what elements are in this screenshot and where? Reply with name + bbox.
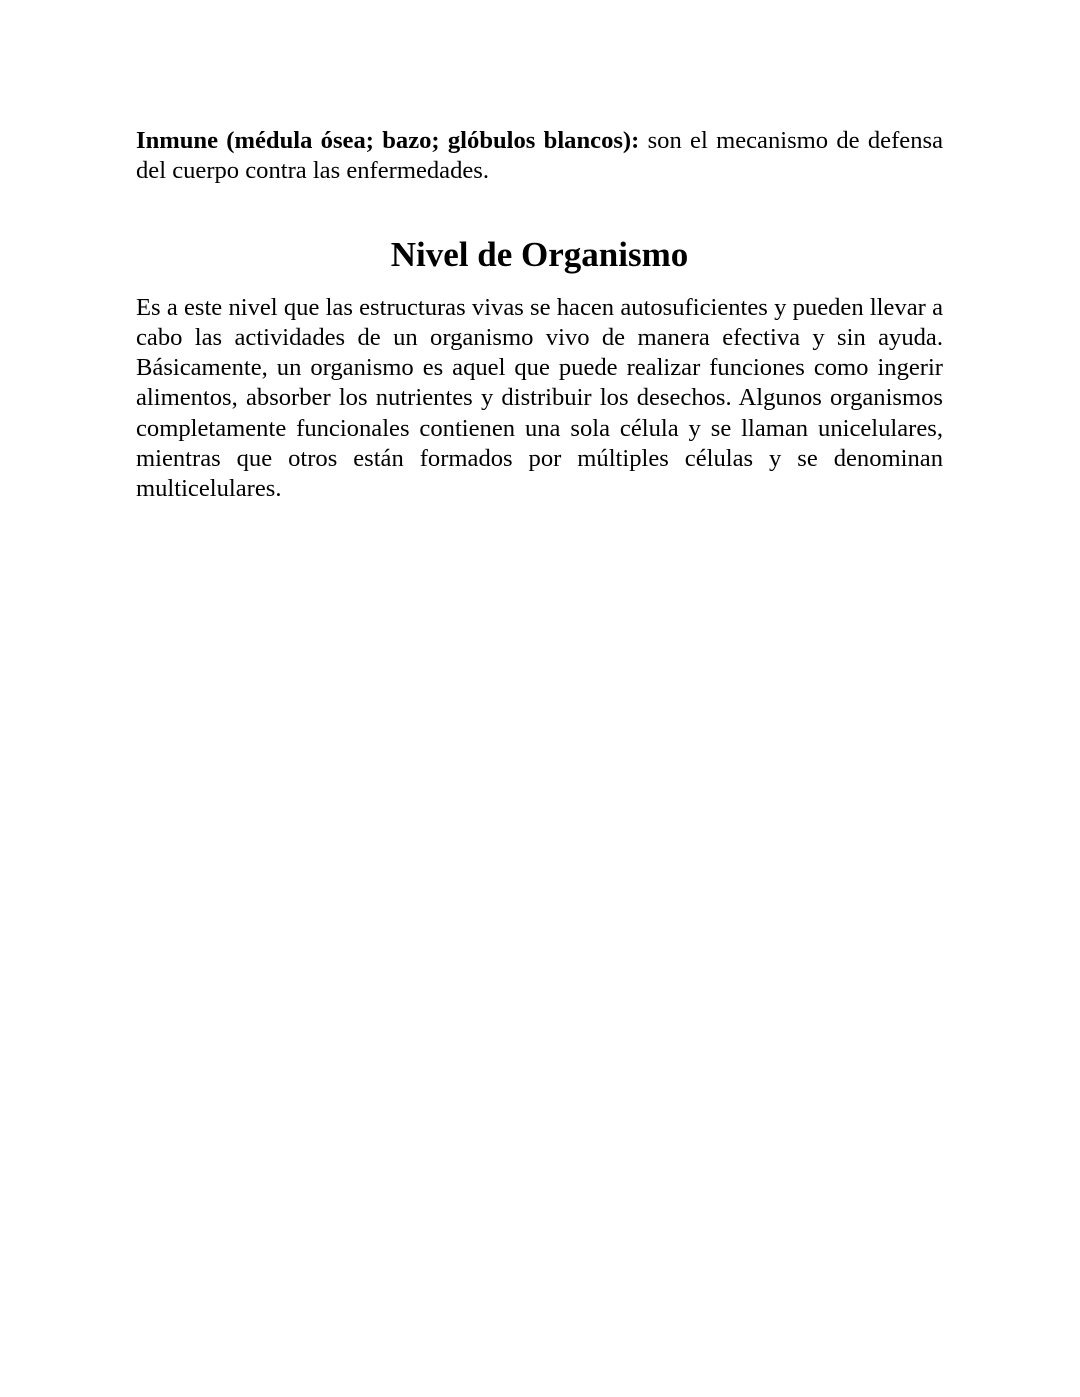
page-content [136, 126, 943, 505]
immune-paragraph-text: son el mecanismo de defensa del cuerpo contra las enfermedades. [136, 127, 943, 185]
immune-paragraph-lead: Inmune (médula ósea; bazo; glóbulos blancos): [136, 127, 640, 154]
organism-paragraph: Es a este nivel que las estructuras vivas se hacen autosuficientes y pueden llevar a cabo las actividades de un organismo vivo de manera efectiva y sin ayuda. Básicamente, un organismo es aquel que puede realizar funciones como ingerir alimentos, absorber los nutrientes y distribuir los desechos. Algunos organismos completamente funcionales contienen una sola célula y se llaman unicelulares, mientras que otros están formados por múltiples células y se denominan multicelulares. [136, 293, 943, 503]
section-heading: Nivel de Organismo [390, 234, 689, 274]
immune-paragraph [136, 126, 943, 187]
